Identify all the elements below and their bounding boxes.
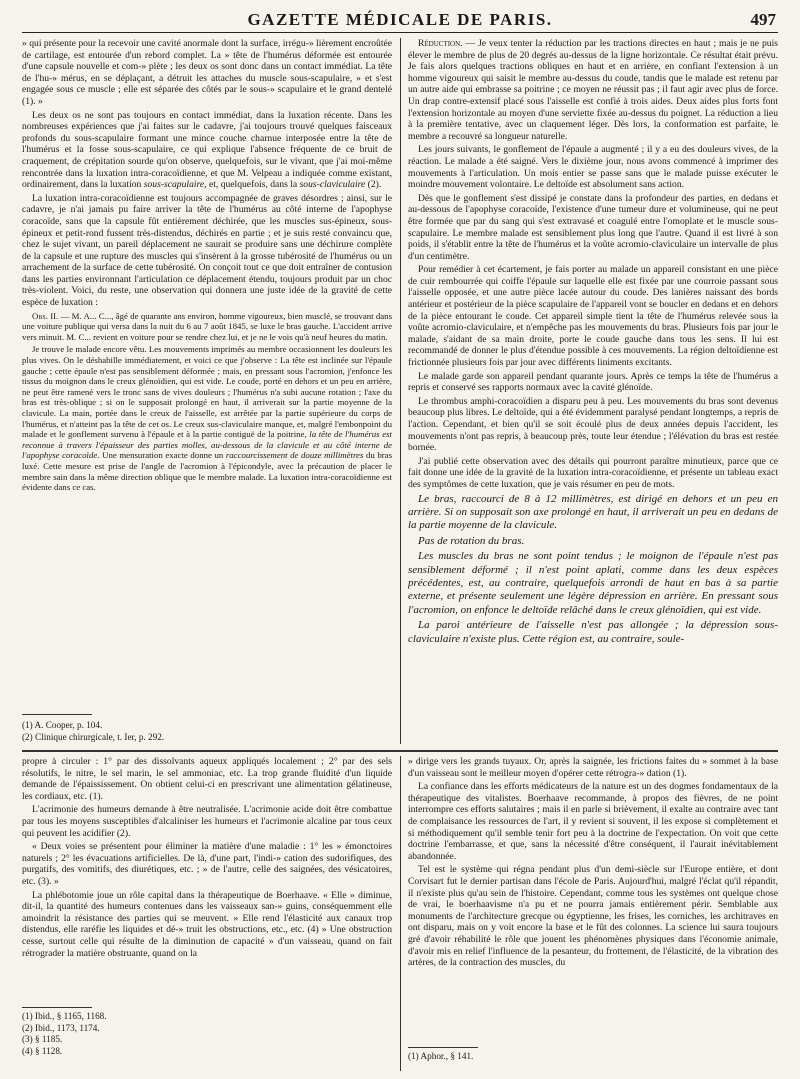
column-divider (400, 756, 401, 1071)
paragraph: J'ai publié cette observation avec des détails qui pourront paraître minutieux, parce que ce fait donne une idée de la gravité de la luxation intra-coracoïdienne, et présente un tableau exact des symptômes de cette luxation, que je vais résumer en peu de mots. (408, 455, 778, 490)
footnote-rule (22, 1007, 92, 1008)
observation-paragraph: Obs. II. — M. A... C..., âgé de quarante ans environ, homme vigoureux, bien musclé, se trouvant dans une voiture publique qui versa dans la nuit du 6 au 7 août 1845, se luxe le bras gauche. L'accident arrive vers minuit. M. C... revient en voiture pour se rendre chez lui, et je ne le vois qu'à neuf heures du matin. (22, 310, 392, 342)
quote-paragraph: » dirige vers les grands tuyaux. Or, après la saignée, les frictions faites du » sommet à la base d'un vaisseau sont le meilleur moyen d'opérer cette rétrogra-» dation (1). (408, 756, 778, 779)
paragraph: Pour remédier à cet écartement, je fais porter au malade un appareil consistant en une pièce de cuir rembourrée qui coiffe l'épaule sur laquelle elle est fixée par une courroie passant sous l'aisselle opposée, et une autre pièce lacée autour du coude. Des lanières naissant des bords antérieur et postérieur de la pièce scapulaire de l'appareil vont se boucler en dedans et en dehors de la pièce entourant le coude. Cet appareil simple tient la tête de l'humérus relevée sous la voûte acromio-claviculaire, et n'empêche pas les mouvements du bras. Plusieurs fois par jour le malade, s'aidant de sa main droite, porte le coude gauche dans tous les sens. Il lui est recommandé de donner le plus d'étendue possible à ces mouvements. La région deltoïdienne est frictionnée plusieurs fois par jour avec différents liniments excitants. (408, 264, 778, 369)
paragraph: Réduction. — Je veux tenter la réduction par les tractions directes en haut ; mais je ne puis élever le membre de plus de 20 degrés au-dessus de la ligne horizontale. Ce résultat était prévu. Je fais alors quelques tractions obliques en haut et en arrière, en confiant l'extension à un homme vigoureux qui saisit le membre au-dessus du coude, tandis que le malade est retenu par un autre aide qui embrasse sa poitrine ; ce moyen ne réussit pas ; il faut agir avec plus de force. Un drap contre-extensif placé sous l'aisselle est confié à trois aides. Deux aides plus forts font l'extension horizontale au moyen d'une serviette fixée au-dessus du poignet. La réduction a lieu à la première tentative, avec un claquement léger. Dès lors, la conformation est parfaite, le membre a recouvré sa longueur naturelle. (408, 38, 778, 142)
footnote-rule (408, 1047, 478, 1048)
paragraph: Les deux os ne sont pas toujours en contact immédiat, dans la luxation récente. Dans les nombreuses expériences que j'ai faites sur le cadavre, j'ai toujours trouvé quelques faisceaux profonds du sous-scapulaire formant une mince couche charnue interposée entre la tête de l'humérus et la fosse sous-scapulaire, ce qui explique l'absence fréquente de ce bruit de craquement, de crépitation sourde qu'on observe, quelquefois, sur le vivant, que j'ai moi-même rencontrée dans la luxation intra-coracoïdienne, et que M. Velpeau a indiquée comme existant, ordinairement, dans la luxation sous-scapulaire, et, quelquefois, dans la sous-claviculaire (2). (22, 109, 392, 191)
footnote: (4) § 1128. (22, 1045, 63, 1056)
paragraph: La luxation intra-coracoïdienne est toujours accompagnée de graves désordres ; ainsi, sur le cadavre, je n'ai jamais pu faire arriver la tête de l'humérus au côté interne de l'apophyse coracoïde, sans que la capsule fût entièrement déchirée, que les muscles sus-épineux, sous-épineux et petit-rond fussent très-distendus, déchirés en partie ; et je suis resté convaincu que, chez le sujet vivant, un pareil déplacement ne saurait se produire sans une déchirure complète de la capsule et une rupture des muscles qui s'insèrent à la grosse tubérosité de l'humérus ou un arrachement de la surface de cette tubérosité. On conçoit tout ce que doit entraîner de contusion dans les parties environnant l'articulation ce déplacement étendu, toujours produit par un choc très-violent. Voici, du reste, une observation qui donnera une juste idée de la gravité de cette espèce de luxation : (22, 192, 392, 309)
right-column (408, 38, 778, 744)
footnote: (1) Ibid., § 1165, 1168. (22, 1011, 107, 1021)
symptom-paragraph: La paroi antérieure de l'aisselle n'est pas allongée ; la dépression sous-claviculaire n'existe plus. Cette région est, au contraire, soule- (408, 619, 778, 645)
paragraph: La confiance dans les efforts médicateurs de la nature est un des dogmes fondamentaux de la thérapeutique des vitalistes. Boerhaave recommande, à propos des fièvres, de ne point interrompre ces efforts salutaires ; mais il en parle si brièvement, il exalte au contraire avec tant de complaisance les ressources de l'art, il y revient si souvent, il les expose si complètement et si méthodiquement qu'il semble tenir fort peu à la doctrine de l'expectation. On voit que cette doctrine l'embarrasse, et que, sans la nécessité d'être conséquent, il l'aurait inévitablement abandonnée. (408, 781, 778, 862)
column-divider (400, 38, 401, 744)
paragraph: Tel est le système qui régna pendant plus d'un demi-siècle sur l'Europe entière, et dont Corvisart fut le dernier partisan dans l'école de Paris. Aujourd'hui, malgré l'éclat qu'il répandit, il n'existe plus qu'au sein de l'histoire. Cependant, comme tous les systèmes ont quelque chose de vrai, le boerhaavisme n'a pu et ne pourra jamais entièrement périr. Semblable aux monuments de l'architecture grecque ou égyptienne, les frises, les corniches, les architraves en ont disparu, mais on y voit encore la base et le fût des colonnes. La science lui saura toujours gré d'avoir réhabilité le rôle que jouent les phénomènes physiques dans l'économie animale, d'avoir mis en relief l'influence de la pesanteur, du frottement, de l'élasticité, de la vibration des artères, de la contraction des muscles, du (408, 864, 778, 969)
page-header (22, 6, 778, 33)
section-separator (22, 750, 778, 752)
paragraph: Le malade garde son appareil pendant quarante jours. Après ce temps la tête de l'humérus a repris et conservé ses rapports normaux avec la cavité glénoïde. (408, 370, 778, 394)
feuilleton-left-footnotes (22, 1011, 382, 1057)
paragraph: Les jours suivants, le gonflement de l'épaule a augmenté ; il y a eu des douleurs vives, de la réaction. Le malade a été saigné. Vers le dixième jour, nous avons commencé à imprimer des mouvements à l'articulation. Un mois entier se passe sans que le malade puisse exécuter le moindre mouvement volontaire. Le deltoïde est absolument sans action. (408, 144, 778, 191)
quote-paragraph: « Deux voies se présentent pour éliminer la matière d'une maladie : 1° les » émonctoires naturels ; 2° les évacuations artificielles. De là, d'une part, l'indi-» cation des sudorifiques, des purgatifs, des vomitifs, des diurétiques, etc. ; » de l'autre, celle des saignées, des vésicatoires, etc. (3). » (22, 841, 392, 887)
paragraph: Le thrombus amphi-coracoïdien a disparu peu à peu. Les mouvements du bras sont devenus beaucoup plus libres. Le deltoïde, qui a été évidemment paralysé pendant longtemps, a repris de l'action. Cependant, et bien qu'il se soit écoulé plus de deux années depuis l'accident, les mouvements n'ont pas repris, à beaucoup près, toute leur étendue ; l'élévation du bras est restée bornée. (408, 395, 778, 454)
footnote: (1) A. Cooper, p. 104. (22, 720, 103, 730)
left-column (22, 38, 392, 648)
paragraph: La phlébotomie joue un rôle capital dans la thérapeutique de Boerhaave. « Elle » diminue, dit-il, la quantité des humeurs contenues dans les vaisseaux san-» guins, conséquemment elle amoindrit la résistance des parties qui se meuvent. » Elle rend l'élasticité aux canaux trop distendus, elle raréfie les liquides et dé-» truit les obstructions, etc., etc. (4) » Une obstruction cesse, surtout celle qui résulte de la diminution de capacité » d'un vaisseau, quand on fait rétrograder la matière obstruante, quand on la (22, 889, 392, 959)
footnote: (2) Ibid., 1173, 1174. (22, 1022, 100, 1033)
paragraph: Dès que le gonflement s'est dissipé je constate dans la profondeur des parties, en dedans et au-dessous de l'apophyse coracoïde, l'existence d'une tumeur dure et volumineuse, qui ne peut être formée que par du sang qui s'est extravasé et coagulé entre l'omoplate et le muscle sous-scapulaire. Le membre malade est sensiblement plus long que l'autre. Quand il est livré à son poids, il s'établit entre la tête de l'humérus et la voûte acromio-claviculaire un intervalle de plus d'un centimètre. (408, 192, 778, 262)
quote-paragraph: » qui présente pour la recevoir une cavité anormale dont la surface, irrégu-» lièrement encroûtée de cartilage, est entourée d'un rebord complet. La » tête de l'humérus déformée est entourée d'une capsule nouvelle et com-» plète ; les deux os sont donc dans un contact immédiat. La tête de l'hu-» mérus, en se déplaçant, a détruit les attaches du muscle sous-scapulaire, » et s'est engagée sous ce muscle ; elle est séparée des côtés par le sous-» scapulaire et le grand dentelé (1). » (22, 38, 392, 107)
paragraph: propre à circuler : 1° par des dissolvants aqueux appliqués localement ; 2° par des sels résolutifs, le nitre, le sel marin, le sel ammoniac, etc. La trop grande fluidité d'un liquide demande de l'épaississement. On obtient celui-ci en prescrivant une alimentation gélatineuse, les cordiaux, etc. (1). (22, 756, 392, 802)
feuilleton-right-column (408, 756, 778, 1046)
footnote: (2) Clinique chirurgicale, t. Ier, p. 292. (22, 731, 165, 742)
paragraph: L'acrimonie des humeurs demande à être neutralisée. L'acrimonie acide doit être combattue par tous les moyens susceptibles d'alcaliniser les humeurs et l'acrimonie alcaline par tous ceux qui peuvent les acidifier (2). (22, 804, 392, 839)
symptom-paragraph: Le bras, raccourci de 8 à 12 millimètres, est dirigé en dehors et un peu en arrière. Si on supposait son axe prolongé en haut, il arriverait un peu en dedans de la partie moyenne de la clavicule. (408, 492, 778, 532)
page-number: 497 (750, 10, 776, 29)
journal-title: GAZETTE MÉDICALE DE PARIS. (247, 10, 553, 29)
footnote-rule (22, 714, 92, 715)
paragraph: Je trouve le malade encore vêtu. Les mouvements imprimés au membre occasionnent les douleurs les plus vives. On le déshabille immédiatement, et voici ce que j'observe : La tête est inclinée sur l'épaule gauche ; cette épaule n'est pas sensiblement déformée ; mais, en pressant sous l'acromion, j'enfonce les tissus du moignon dans le creux glénoïdien, qui est vide. Le coude, porté en dehors et un peu en arrière, ne peut être ramené vers le tronc sans de vives douleurs ; l'humérus n'a subi aucune rotation ; l'axe du bras est très-oblique ; si on le supposait prolongé en haut, il arriverait sur la partie moyenne de la clavicule. La main, portée dans le creux de l'aisselle, est arrêtée par la partie supérieure du corps de l'humérus, et n'atteint pas la tête de cet os. Le creux sus-claviculaire manque, et, malgré l'embonpoint du malade et le gonflement survenu à l'épaule et à la partie contiguë de la poitrine, la tête de l'humérus est reconnue à travers l'épaisseur des parties molles, au-dessous de la clavicule et au côté interne de l'apophyse coracoïde. Une mensuration exacte donne un raccourcissement de douze millimètres du bras luxé. Cette mesure est prise de l'angle de l'acromion à l'épicondyle, avec la précaution de placer le membre sain dans la même direction oblique que le membre malade. La luxation intra-coracoïdienne est évidente dans ce cas. (22, 344, 392, 493)
symptom-paragraph: Pas de rotation du bras. (418, 534, 525, 547)
symptom-paragraph: Les muscles du bras ne sont point tendus ; le moignon de l'épaule n'est pas sensiblement déformé ; il n'est point aplati, comme dans les deux espèces précédentes, est, au contraire, quelquefois arrondi de haut en bas à sa partie externe, et présente seulement une légère dépression en arrière. En pressant sous l'acromion, on enfonce le deltoïde relâché dans le creux glénoïdien, qui est vide. (408, 550, 778, 616)
feuilleton-left-column (22, 756, 392, 1001)
footnote: (1) Aphor., § 141. (408, 1051, 474, 1061)
feuilleton-right-footnotes (408, 1051, 768, 1063)
footnote: (3) § 1185. (22, 1034, 63, 1044)
left-footnotes (22, 720, 382, 743)
